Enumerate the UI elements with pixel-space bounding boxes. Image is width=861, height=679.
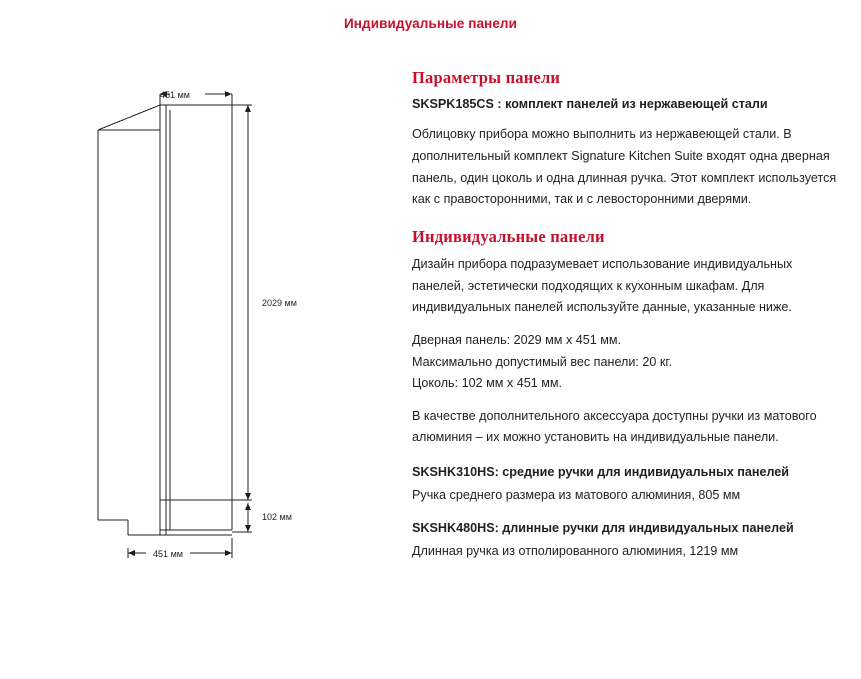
- spec-plinth: Цоколь: 102 мм x 451 мм.: [412, 376, 563, 391]
- dimension-label-plinth: 102 мм: [262, 512, 292, 522]
- dimension-label-bottom-width: 451 мм: [153, 549, 183, 559]
- specifications-text-column: [412, 68, 842, 561]
- paragraph-stainless-steel: Облицовку прибора можно выполнить из нержавеющей стали. В дополнительный комплект Signature Kitchen Suite входят одна дверная панель, один цоколь и одна длинная ручка. Этот комплект используется как с правосторонними, так и с левосторонними дверями.: [412, 127, 837, 207]
- section-heading-custom-panels: Индивидуальные панели: [412, 226, 605, 246]
- kit-model-line: SKSPK185CS : комплект панелей из нержавеющей стали: [412, 97, 768, 111]
- paragraph-handles-accessory: В качестве дополнительного аксессуара доступны ручки из матового алюминия – их можно установить на индивидуальные панели.: [412, 408, 817, 445]
- handle-mid-description: Ручка среднего размера из матового алюминия, 805 мм: [412, 488, 741, 503]
- paragraph-custom-panels: Дизайн прибора подразумевает использование индивидуальных панелей, эстетически подходящих к кухонным шкафам. Для индивидуальных панелей используйте данные, указанные ниже.: [412, 256, 793, 315]
- spec-door-panel: Дверная панель: 2029 мм x 451 мм.: [412, 332, 622, 347]
- spec-max-weight: Максимально допустимый вес панели: 20 кг.: [412, 354, 672, 369]
- panel-specs-list: [412, 330, 842, 395]
- dimension-label-height: 2029 мм: [262, 298, 297, 308]
- page-title: Индивидуальные панели: [343, 16, 517, 31]
- panel-dimension-drawing: [0, 60, 400, 580]
- section-heading-panel-parameters: Параметры панели: [412, 68, 561, 87]
- dimension-label-top-width: 451 мм: [160, 90, 190, 100]
- handle-mid-model-heading: SKSHK310HS: средние ручки для индивидуальных панелей: [412, 465, 790, 480]
- handle-long-model-heading: SKSHK480HS: длинные ручки для индивидуальных панелей: [412, 521, 794, 536]
- handle-long-description: Длинная ручка из отполированного алюминия, 1219 мм: [412, 544, 739, 559]
